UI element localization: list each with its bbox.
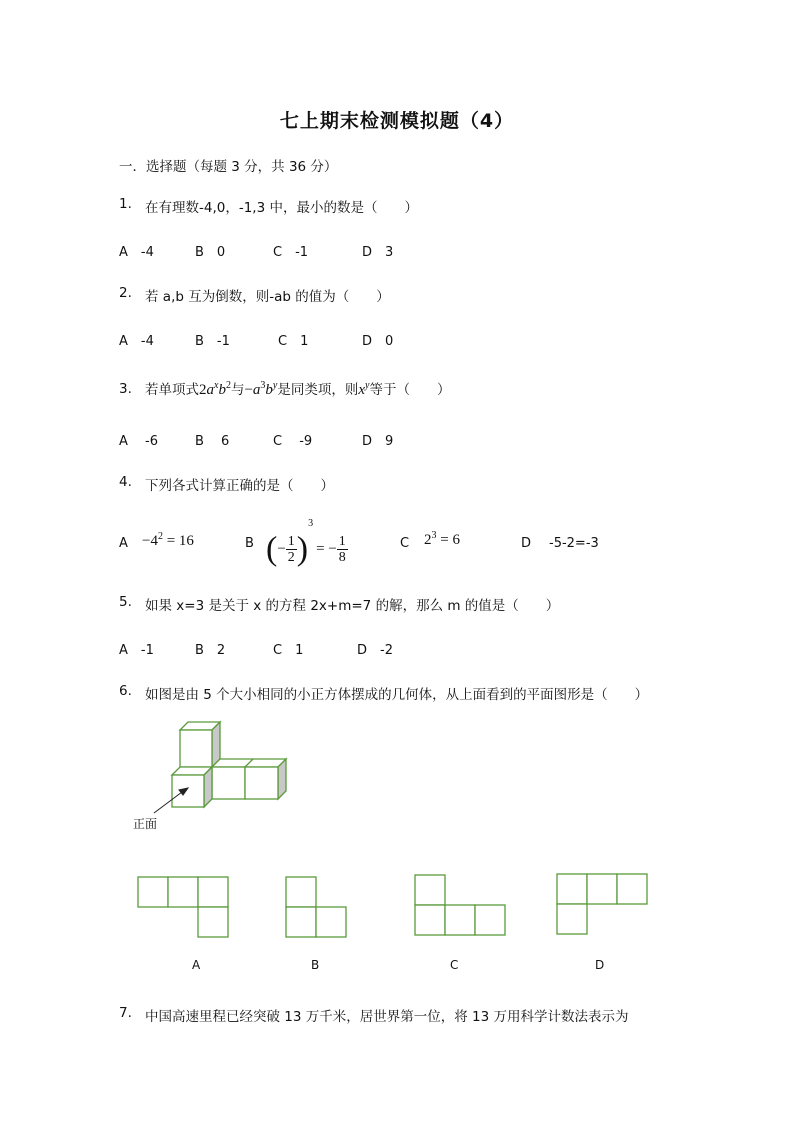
question-7-text: 中国高速里程已经突破 13 万千米，居世界第一位，将 13 万用科学计数法表示为 (145, 1009, 629, 1025)
question-3-number: 3. (119, 381, 132, 397)
question-1-number: 1. (119, 196, 132, 212)
q3-term1-var1: a (206, 382, 214, 398)
question-5-text: 如果 x=3 是关于 x 的方程 2x+m=7 的解，那么 m 的值是（ ） (145, 598, 560, 614)
q3-option-d: D 9 (362, 434, 394, 449)
view-d-square (557, 904, 587, 934)
view-b-square (286, 877, 316, 907)
q3-option-c: C -9 (273, 434, 313, 449)
q5-option-d: D -2 (357, 643, 393, 658)
q2-option-a: A -4 (119, 334, 154, 349)
view-c-square (445, 905, 475, 935)
q4-c-base: 2 (424, 532, 432, 548)
q3-power-base: x (358, 382, 366, 398)
view-c-square (475, 905, 505, 935)
view-a-square (168, 877, 198, 907)
view-a-square (198, 907, 228, 937)
q1-option-c: C -1 (273, 245, 309, 260)
q4-b-eq: = − (316, 541, 337, 557)
question-4-number: 4. (119, 474, 132, 490)
q3-power-exp: y (365, 380, 370, 391)
view-d-square (617, 874, 647, 904)
view-options (138, 874, 647, 937)
q2-option-c: C 1 (278, 334, 309, 349)
q5-option-c: C 1 (273, 643, 304, 658)
cube-side-face (204, 767, 212, 807)
question-4-text: 下列各式计算正确的是（ ） (145, 478, 334, 494)
question-6-number: 6. (119, 683, 132, 699)
q4-option-b-label: B (245, 536, 254, 551)
q3-option-b: B 6 (195, 434, 230, 449)
cube-front-face (245, 767, 278, 799)
view-d-square (587, 874, 617, 904)
q4-a-lhs: −4 (142, 533, 158, 549)
view-b-square (286, 907, 316, 937)
question-6-text: 如图是由 5 个大小相同的小正方体摆成的几何体，从上面看到的平面图形是（ ） (145, 687, 649, 703)
view-a-label: A (192, 958, 201, 972)
view-c-square (415, 905, 445, 935)
page-title: 七上期末检测模拟题（4） (279, 110, 515, 132)
view-c-square (415, 875, 445, 905)
q3-term2-exp1: 3 (260, 380, 266, 391)
question-5-number: 5. (119, 594, 132, 610)
q4-c-rhs: = 6 (440, 532, 460, 548)
q4-option-d-text: -5-2=-3 (549, 536, 599, 551)
q3-text-pre: 若单项式 (145, 382, 199, 398)
section-heading: 一．选择题（每题 3 分，共 36 分） (119, 159, 338, 175)
q1-option-a: A -4 (119, 245, 154, 260)
q4-c-exp: 3 (431, 530, 437, 541)
q4-b-rden: 8 (338, 550, 346, 565)
q3-text-mid: 与 (230, 382, 245, 398)
view-a-square (198, 877, 228, 907)
question-1-text: 在有理数-4,0，-1,3 中，最小的数是（ ） (145, 200, 418, 216)
question-2-text: 若 a,b 互为倒数，则-ab 的值为（ ） (145, 289, 390, 305)
q3-term2-exp2: y (272, 380, 278, 391)
view-c-label: C (450, 958, 459, 972)
q3-option-a: A -6 (119, 434, 158, 449)
view-d-square (557, 874, 587, 904)
view-b-label: B (311, 958, 320, 972)
q3-text-post: 是同类项，则 (277, 382, 359, 398)
q4-b-den: 2 (287, 550, 295, 565)
cube-front-face (212, 767, 245, 799)
right-paren: ) (296, 530, 309, 568)
q1-option-b: B 0 (195, 245, 226, 260)
q3-term2-var1: a (252, 382, 261, 398)
q4-b-sign: − (277, 541, 286, 557)
front-label: 正面 (133, 817, 158, 831)
cube-stack (172, 722, 286, 807)
q4-b-num: 1 (287, 534, 295, 549)
q4-b-rnum: 1 (338, 534, 346, 549)
q4-a-rhs: = 16 (166, 533, 194, 549)
q4-a-exp: 2 (157, 531, 163, 542)
cube-side-face (278, 759, 286, 799)
q4-option-a-label: A (119, 536, 128, 551)
q3-term1-exp2: 2 (225, 380, 231, 391)
q3-term2-var2: b (265, 382, 273, 398)
view-d-label: D (595, 958, 605, 972)
q3-term2-sign: − (244, 382, 253, 398)
cube-front-face (172, 775, 204, 807)
q1-option-d: D 3 (362, 245, 394, 260)
left-paren: ( (266, 530, 278, 568)
question-2-number: 2. (119, 285, 132, 301)
cube-front-face (180, 730, 212, 767)
q3-term1-exp1: x (214, 380, 219, 391)
q2-option-b: B -1 (195, 334, 230, 349)
q5-option-b: B 2 (195, 643, 226, 658)
q2-option-d: D 0 (362, 334, 394, 349)
q5-option-a: A -1 (119, 643, 154, 658)
view-a-square (138, 877, 168, 907)
q3-text-end: 等于（ ） (369, 382, 451, 398)
q4-option-c-label: C (400, 536, 410, 551)
q4-b-exp: 3 (308, 518, 314, 529)
q3-term1-var2: b (218, 382, 226, 398)
question-7-number: 7. (119, 1005, 132, 1021)
view-b-square (316, 907, 346, 937)
q4-option-d-label: D (521, 536, 532, 551)
q3-term1-coef: 2 (199, 382, 207, 398)
